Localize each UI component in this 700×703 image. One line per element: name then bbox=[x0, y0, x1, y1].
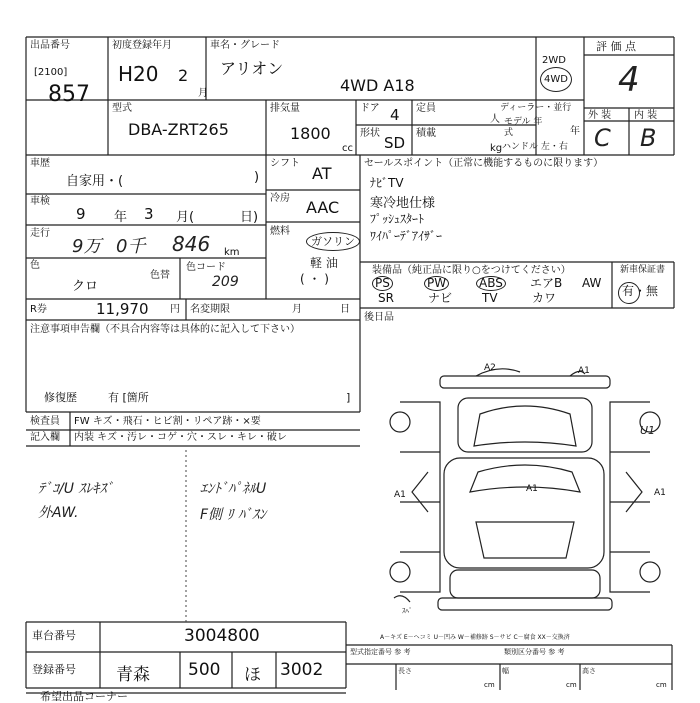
repair-value: 有 [箇所 bbox=[108, 391, 149, 404]
equip-tv: TV bbox=[482, 291, 498, 305]
load-unit: kg bbox=[490, 143, 503, 154]
color-value: クロ bbox=[72, 279, 99, 294]
color-label: 色 bbox=[30, 260, 40, 271]
engine-value: 1800 bbox=[290, 124, 331, 143]
handwriting-area bbox=[26, 446, 360, 622]
capacity-unit: 人 bbox=[490, 114, 500, 125]
model-year-label: モデル 年式 bbox=[504, 117, 543, 138]
inspection-year: 9 bbox=[76, 205, 86, 223]
drive-4wd-circled: 4WD bbox=[540, 67, 572, 92]
expiry-label: 名変期限 bbox=[190, 304, 230, 315]
height-label: 高さ bbox=[582, 667, 596, 675]
fuel-diesel: 軽 油 bbox=[310, 256, 338, 270]
load-label: 積載 bbox=[416, 128, 436, 139]
width-label: 幅 bbox=[502, 667, 509, 675]
mark-a1-right: A1 bbox=[654, 488, 666, 498]
lot-number: 857 bbox=[48, 82, 90, 107]
inspector-row2: 内装 キズ・汚レ・コゲ・穴・スレ・キレ・破レ bbox=[74, 432, 287, 443]
warranty-circle bbox=[618, 282, 640, 304]
repair-label: 修復歴 bbox=[44, 391, 77, 404]
history-label: 車歴 bbox=[30, 158, 50, 169]
history-close: ) bbox=[254, 170, 260, 185]
score-value: 4 bbox=[618, 60, 640, 100]
equip-navi: ナビ bbox=[428, 291, 453, 305]
equip-airbag: エアB bbox=[530, 276, 563, 290]
model-value: DBA-ZRT265 bbox=[128, 120, 229, 139]
mileage-unit: km bbox=[224, 247, 240, 258]
first-reg-month: 2 bbox=[178, 66, 189, 85]
first-reg-era: H20 bbox=[118, 62, 159, 86]
inspector-row1: FW キズ・飛石・ヒビ割・リペア跡・×要 bbox=[74, 416, 261, 427]
car-name: アリオン bbox=[220, 59, 284, 78]
height-cm: cm bbox=[656, 681, 667, 689]
engine-unit: cc bbox=[342, 143, 353, 154]
equip-pw: PW bbox=[424, 276, 449, 291]
score-label: 評 価 点 bbox=[596, 40, 636, 53]
int-score: B bbox=[640, 124, 657, 152]
equip-abs: ABS bbox=[476, 276, 506, 291]
fuel-paren: ( ・ ) bbox=[300, 272, 329, 286]
equip-aw: AW bbox=[582, 276, 602, 290]
dealer-label: ディーラー・並行 bbox=[500, 103, 572, 113]
chassis-label: 車台番号 bbox=[32, 629, 76, 642]
lot-code: [2100] bbox=[34, 67, 68, 78]
notes-label: 注意事項申告欄（不具合内容等は具体的に記入して下さい） bbox=[30, 324, 300, 335]
sales-point-2: 寒冷地仕様 bbox=[370, 196, 436, 211]
recycle-label: R券 bbox=[30, 304, 47, 315]
footer-label: 希望出品コーナー bbox=[40, 690, 128, 703]
doors-value: 4 bbox=[390, 106, 400, 124]
sales-point-4: ﾜｲﾊﾟｰﾃﾞｱｲｻﾞｰ bbox=[370, 229, 443, 243]
shift-label: シフト bbox=[270, 158, 300, 169]
year-unit: 年 bbox=[570, 126, 580, 137]
lot-label: 出品番号 bbox=[30, 40, 70, 51]
mileage-label: 走行 bbox=[30, 228, 50, 239]
warranty-label: 新車保証書 bbox=[620, 265, 666, 275]
sales-point-3: ﾌﾟｯｼｭｽﾀｰﾄ bbox=[370, 212, 425, 226]
engine-label: 排気量 bbox=[270, 103, 300, 114]
inspection-label: 車検 bbox=[30, 196, 50, 207]
inspector-label2: 記入欄 bbox=[30, 432, 60, 443]
width-cm: cm bbox=[566, 681, 577, 689]
mark-a1-left: A1 bbox=[394, 490, 406, 500]
color-code-label: 色コード bbox=[186, 262, 226, 273]
car-grade: 4WD A18 bbox=[340, 76, 415, 95]
doors-label: ドア bbox=[360, 103, 380, 114]
equip-ps: PS bbox=[372, 276, 393, 291]
hand-note-left-1: ﾃﾞｺ/U ｽﾚｷｽﾞ bbox=[38, 481, 114, 497]
mileage-rest: 846 bbox=[172, 232, 211, 256]
capacity-label: 定員 bbox=[416, 103, 436, 114]
mileage-man: 9万 bbox=[72, 236, 102, 257]
car-label: 車名・グレード bbox=[210, 40, 280, 51]
mark-u1: U1 bbox=[640, 424, 656, 437]
ext-label: 外 装 bbox=[588, 110, 612, 121]
warranty-value: 有・無 bbox=[622, 284, 659, 298]
plate-region: 青森 bbox=[116, 665, 150, 685]
equip-sr: SR bbox=[378, 291, 394, 305]
designation-label: 型式指定番号 参 考 bbox=[350, 648, 411, 656]
repair-close: ] bbox=[346, 391, 351, 404]
drive-2wd: 2WD bbox=[542, 55, 566, 66]
recycle-unit: 円 bbox=[170, 304, 180, 315]
plate-label: 登録番号 bbox=[32, 663, 76, 676]
length-label: 長さ bbox=[398, 667, 412, 675]
inspection-month-unit: 月( bbox=[176, 210, 195, 225]
later-items-label: 後日品 bbox=[364, 312, 394, 323]
plate-number: 3002 bbox=[280, 660, 324, 680]
color-code: 209 bbox=[212, 274, 239, 290]
ac-label: 冷房 bbox=[270, 193, 290, 204]
inspector-label: 検査員 bbox=[30, 416, 60, 427]
hand-note-left-2: 外AW. bbox=[38, 505, 79, 521]
shape-label: 形状 bbox=[360, 128, 380, 139]
first-reg-month-unit: 月 bbox=[198, 88, 208, 99]
expiry-month: 月 bbox=[292, 304, 302, 315]
chassis-value: 3004800 bbox=[184, 626, 260, 646]
handle-label: ハンドル 左・右 bbox=[502, 142, 568, 152]
ext-score: C bbox=[594, 124, 611, 152]
model-label: 型式 bbox=[112, 103, 132, 114]
equipment-label: 装備品（純正品に限り○をつけてください） bbox=[372, 265, 571, 276]
sales-points-label: セールスポイント（正常に機能するものに限ります） bbox=[364, 158, 604, 169]
mark-a2: A2 bbox=[484, 363, 496, 373]
inspection-day-unit: 日) bbox=[240, 210, 259, 225]
hand-note-right-1: ｴﾝﾄﾞﾊﾟﾈﾙU bbox=[200, 481, 267, 497]
shape-value: SD bbox=[384, 134, 406, 152]
first-reg-label: 初度登録年月 bbox=[112, 40, 172, 51]
damage-legend: A－キズ E－ヘコミ U－凹み W－補修跡 S－サビ C－腐食 XX－交換済 bbox=[380, 634, 570, 641]
recycle-value: 11,970 bbox=[96, 300, 149, 318]
sales-point-1: ﾅﾋﾞTV bbox=[370, 176, 404, 190]
shift-value: AT bbox=[312, 164, 332, 183]
mark-bumper: ｽﾍﾟ bbox=[402, 607, 413, 615]
mileage-sen: 0千 bbox=[116, 236, 146, 257]
inspection-year-unit: 年 bbox=[114, 210, 128, 225]
equip-leather: カワ bbox=[532, 291, 557, 305]
int-label: 内 装 bbox=[634, 110, 658, 121]
inspection-month: 3 bbox=[144, 205, 154, 223]
mark-a1-center: A1 bbox=[526, 484, 538, 494]
history-value: 自家用・( bbox=[66, 174, 124, 189]
category-label: 類別区分番号 参 考 bbox=[504, 648, 565, 656]
length-cm: cm bbox=[484, 681, 495, 689]
mark-a1-top: A1 bbox=[578, 366, 590, 376]
plate-kana: ほ bbox=[244, 665, 261, 685]
ac-value: AAC bbox=[306, 198, 340, 217]
fuel-gasoline-circled: ガソリン bbox=[306, 232, 360, 251]
hand-note-right-2: F側 ﾘ ﾊﾞｽﾝ bbox=[200, 507, 266, 523]
color-change-label: 色替 bbox=[150, 270, 170, 281]
expiry-day: 日 bbox=[340, 304, 350, 315]
plate-class: 500 bbox=[188, 660, 221, 680]
fuel-label: 燃料 bbox=[270, 226, 290, 237]
